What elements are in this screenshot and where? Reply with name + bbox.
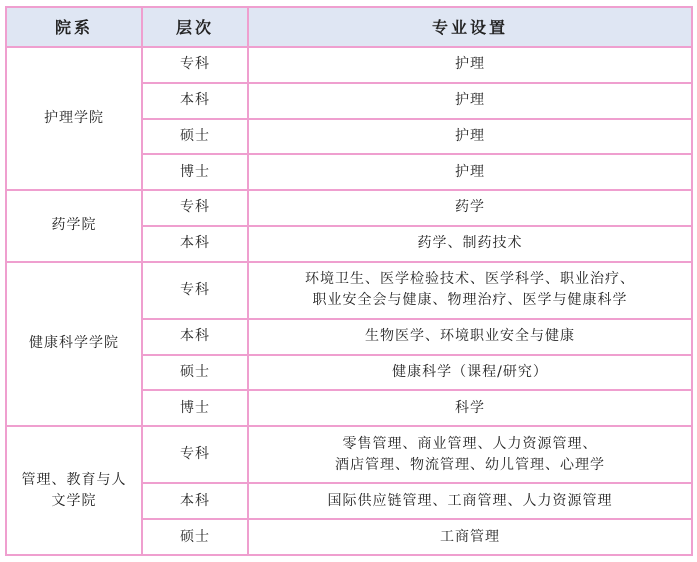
majors-cell xyxy=(248,262,692,319)
level-cell: 专科 xyxy=(142,47,248,83)
programs-table xyxy=(5,6,693,556)
header-row xyxy=(6,7,692,47)
department-cell xyxy=(6,426,142,555)
majors-cell xyxy=(248,426,692,483)
department-cell: 健康科学学院 xyxy=(6,262,142,427)
department-cell: 护理学院 xyxy=(6,47,142,190)
majors-cell: 护理 xyxy=(248,119,692,155)
majors-cell: 生物医学、环境职业安全与健康 xyxy=(248,319,692,355)
header-department: 院系 xyxy=(6,7,142,47)
level-cell: 本科 xyxy=(142,226,248,262)
level-cell: 专科 xyxy=(142,426,248,483)
level-cell: 本科 xyxy=(142,319,248,355)
department-line: 文学院 xyxy=(51,492,97,509)
table-row xyxy=(6,190,692,226)
majors-line: 零售管理、商业管理、人力资源管理、 xyxy=(342,435,598,452)
level-cell: 硕士 xyxy=(142,355,248,391)
majors-cell: 国际供应链管理、工商管理、人力资源管理 xyxy=(248,483,692,519)
table-row xyxy=(6,262,692,319)
majors-cell: 护理 xyxy=(248,154,692,190)
level-cell: 硕士 xyxy=(142,119,248,155)
level-cell: 本科 xyxy=(142,83,248,119)
majors-line: 职业安全会与健康、物理治疗、医学与健康科学 xyxy=(312,292,628,309)
header-level: 层次 xyxy=(142,7,248,47)
table-row xyxy=(6,47,692,83)
department-line: 管理、教育与人 xyxy=(21,471,127,488)
majors-cell: 科学 xyxy=(248,390,692,426)
programs-table-container xyxy=(5,6,691,556)
majors-cell: 护理 xyxy=(248,83,692,119)
majors-line: 酒店管理、物流管理、幼儿管理、心理学 xyxy=(335,456,605,473)
majors-cell: 护理 xyxy=(248,47,692,83)
header-majors: 专业设置 xyxy=(248,7,692,47)
majors-cell: 工商管理 xyxy=(248,519,692,555)
level-cell: 专科 xyxy=(142,262,248,319)
level-cell: 专科 xyxy=(142,190,248,226)
department-cell: 药学院 xyxy=(6,190,142,262)
level-cell: 硕士 xyxy=(142,519,248,555)
majors-line: 环境卫生、医学检验技术、医学科学、职业治疗、 xyxy=(305,271,635,288)
level-cell: 博士 xyxy=(142,154,248,190)
level-cell: 博士 xyxy=(142,390,248,426)
majors-cell: 药学 xyxy=(248,190,692,226)
majors-cell: 健康科学（课程/研究） xyxy=(248,355,692,391)
level-cell: 本科 xyxy=(142,483,248,519)
majors-cell: 药学、制药技术 xyxy=(248,226,692,262)
table-row xyxy=(6,426,692,483)
